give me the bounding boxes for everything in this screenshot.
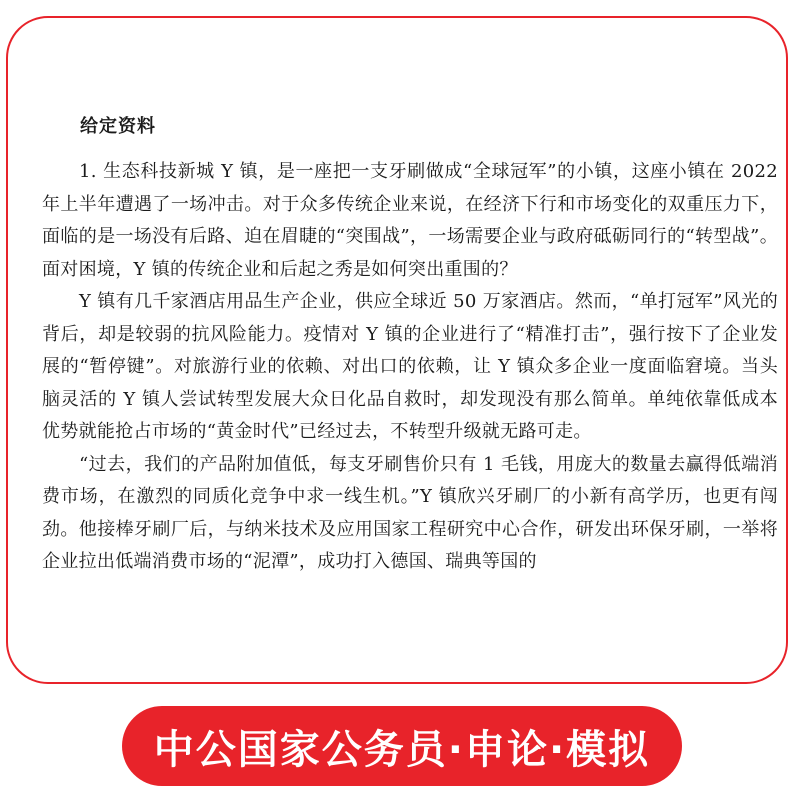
paragraph-3: “过去，我们的产品附加值低，每支牙刷售价只有 1 毛钱，用庞大的数量去赢得低端消费市场，在激烈的同质化竞争中求一线生机。”Y 镇欣兴牙刷厂的小新有高学历，也更有闯劲。他接棒牙刷厂后，与纳米技术及应用国家工程研究中心合作，研发出环保牙刷，一举将企业拉出低端消费市场的“泥潭”，成功打入德国、瑞典等国的 (42, 453, 778, 572)
document-content (42, 112, 778, 579)
paragraph-1: 1. 生态科技新城 Y 镇，是一座把一支牙刷做成“全球冠军”的小镇，这座小镇在 2022 年上半年遭遇了一场冲击。对于众多传统企业来说，在经济下行和市场变化的双重压力下，面临的是一场没有后路、迫在眉睫的“突围战”，一场需要企业与政府砥砺同行的“转型战”。面对困境，Y 镇的传统企业和后起之秀是如何突出重围的？ (42, 161, 778, 280)
title-banner (122, 706, 682, 786)
paragraph-2: Y 镇有几千家酒店用品生产企业，供应全球近 50 万家酒店。然而，“单打冠军”风光的背后，却是较弱的抗风险能力。疫情对 Y 镇的企业进行了“精准打击”，强行按下了企业发展的“暂停键”。对旅游行业的依赖、对出口的依赖，让 Y 镇众多企业一度面临窘境。当头脑灵活的 Y 镇人尝试转型发展大众日化品自救时，却发现没有那么简单。单纯依靠低成本优势就能抢占市场的“黄金时代”已经过去，不转型升级就无路可走。 (42, 291, 778, 442)
section-heading: 给定资料 (80, 116, 156, 137)
banner-title: 中公国家公务员·申论·模拟 (153, 726, 651, 773)
